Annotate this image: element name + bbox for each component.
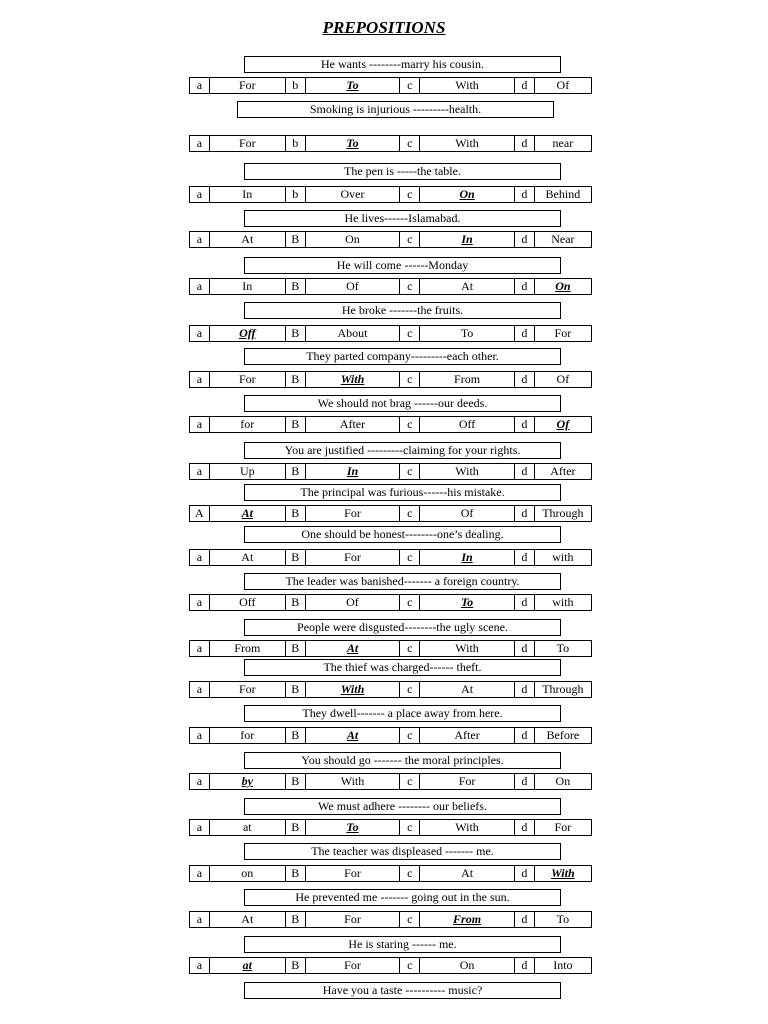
options-row xyxy=(189,371,592,388)
answer-option: For xyxy=(534,326,591,341)
options-row xyxy=(189,463,592,480)
option-letter: c xyxy=(399,187,419,202)
option-letter: a xyxy=(196,958,203,972)
options-row xyxy=(189,231,592,248)
options-row xyxy=(189,278,592,295)
correct-answer-option: With xyxy=(305,372,400,387)
option-letter: d xyxy=(514,682,534,697)
question-sentence: He prevented me ------- going out in the sun. xyxy=(244,889,561,906)
option-letter: c xyxy=(399,728,419,743)
option-letter: b xyxy=(285,187,305,202)
correct-answer-option: On xyxy=(419,187,514,202)
option-letter: B xyxy=(285,550,305,565)
option-letter: B xyxy=(285,682,305,697)
option-letter: c xyxy=(399,958,419,973)
correct-answer-option: To xyxy=(305,820,400,835)
answer-option: at xyxy=(209,820,285,835)
option-letter: B xyxy=(285,641,305,656)
option-letter: d xyxy=(514,728,534,743)
option-letter: d xyxy=(514,136,534,151)
options-row xyxy=(189,325,592,342)
question-sentence: The teacher was displeased ------- me. xyxy=(244,843,561,860)
answer-option: For xyxy=(209,682,285,697)
option-letter: a xyxy=(196,682,203,696)
options-row xyxy=(189,416,592,433)
answer-option: After xyxy=(305,417,400,432)
correct-answer-option: At xyxy=(209,506,285,521)
option-letter: a xyxy=(196,187,203,201)
answer-option: Into xyxy=(534,958,591,973)
option-letter: A xyxy=(195,506,204,520)
options-row xyxy=(189,135,592,152)
option-letter: B xyxy=(285,372,305,387)
options-row xyxy=(189,911,592,928)
question-sentence: The leader was banished------- a foreign country. xyxy=(244,573,561,590)
correct-answer-option: With xyxy=(305,682,400,697)
answer-option: At xyxy=(209,232,285,247)
option-letter: c xyxy=(399,866,419,881)
answer-option: for xyxy=(209,728,285,743)
options-row xyxy=(189,727,592,744)
question-sentence: The thief was charged------ theft. xyxy=(244,659,561,676)
question-sentence: Have you a taste ---------- music? xyxy=(244,982,561,999)
option-letter: c xyxy=(399,464,419,479)
option-letter: c xyxy=(399,774,419,789)
option-letter: a xyxy=(196,641,203,655)
option-letter: a xyxy=(196,866,203,880)
option-letter: c xyxy=(399,595,419,610)
option-letter: c xyxy=(399,417,419,432)
correct-answer-option: Off xyxy=(209,326,285,341)
answer-option: Of xyxy=(534,372,591,387)
option-letter: c xyxy=(399,641,419,656)
correct-answer-option: From xyxy=(419,912,514,927)
option-letter: B xyxy=(285,728,305,743)
option-letter: c xyxy=(399,506,419,521)
question-sentence: He will come ------Monday xyxy=(244,257,561,274)
question-sentence: The pen is -----the table. xyxy=(244,163,561,180)
option-letter: B xyxy=(285,595,305,610)
question-sentence: We should not brag ------our deeds. xyxy=(244,395,561,412)
answer-option: From xyxy=(209,641,285,656)
correct-answer-option: Of xyxy=(534,417,591,432)
option-letter: a xyxy=(196,232,203,246)
question-sentence: The principal was furious------his mistake. xyxy=(244,484,561,501)
answer-option: After xyxy=(534,464,591,479)
option-letter: B xyxy=(285,506,305,521)
options-row xyxy=(189,681,592,698)
answer-option: on xyxy=(209,866,285,881)
answer-option: To xyxy=(534,912,591,927)
option-letter: B xyxy=(285,279,305,294)
correct-answer-option: To xyxy=(305,78,400,93)
correct-answer-option: On xyxy=(534,279,591,294)
answer-option: Behind xyxy=(534,187,591,202)
answer-option: For xyxy=(305,506,400,521)
options-row xyxy=(189,819,592,836)
option-letter: B xyxy=(285,774,305,789)
option-letter: a xyxy=(196,728,203,742)
correct-answer-option: In xyxy=(419,232,514,247)
option-letter: a xyxy=(196,820,203,834)
answer-option: To xyxy=(419,326,514,341)
question-sentence: You are justified ---------claiming for your rights. xyxy=(244,442,561,459)
answer-option: Near xyxy=(534,232,591,247)
option-letter: a xyxy=(196,774,203,788)
option-letter: d xyxy=(514,820,534,835)
answer-option: Through xyxy=(534,506,591,521)
option-letter: c xyxy=(399,682,419,697)
option-letter: a xyxy=(196,417,203,431)
correct-answer-option: To xyxy=(305,136,400,151)
answer-option: With xyxy=(419,641,514,656)
options-row xyxy=(189,773,592,790)
option-letter: d xyxy=(514,550,534,565)
option-letter: a xyxy=(196,912,203,926)
question-sentence: Smoking is injurious ---------health. xyxy=(237,101,554,118)
option-letter: d xyxy=(514,187,534,202)
answer-option: At xyxy=(419,279,514,294)
option-letter: b xyxy=(285,78,305,93)
answer-option: Of xyxy=(305,595,400,610)
answer-option: For xyxy=(305,912,400,927)
answer-option: From xyxy=(419,372,514,387)
answer-option: With xyxy=(419,820,514,835)
option-letter: d xyxy=(514,78,534,93)
option-letter: d xyxy=(514,912,534,927)
answer-option: At xyxy=(209,912,285,927)
option-letter: a xyxy=(196,550,203,564)
answer-option: At xyxy=(419,682,514,697)
answer-option: with xyxy=(534,550,591,565)
question-sentence: They dwell------- a place away from here. xyxy=(244,705,561,722)
options-row xyxy=(189,640,592,657)
option-letter: c xyxy=(399,232,419,247)
options-row xyxy=(189,594,592,611)
option-letter: d xyxy=(514,866,534,881)
option-letter: c xyxy=(399,279,419,294)
option-letter: B xyxy=(285,464,305,479)
answer-option: In xyxy=(209,279,285,294)
option-letter: d xyxy=(514,326,534,341)
option-letter: B xyxy=(285,417,305,432)
option-letter: B xyxy=(285,232,305,247)
option-letter: c xyxy=(399,820,419,835)
question-sentence: One should be honest--------one’s dealing. xyxy=(244,526,561,543)
option-letter: B xyxy=(285,820,305,835)
option-letter: a xyxy=(196,326,203,340)
option-letter: a xyxy=(196,279,203,293)
option-letter: d xyxy=(514,506,534,521)
option-letter: a xyxy=(196,136,203,150)
answer-option: For xyxy=(209,136,285,151)
answer-option: near xyxy=(534,136,591,151)
option-letter: c xyxy=(399,550,419,565)
answer-option: Off xyxy=(419,417,514,432)
option-letter: c xyxy=(399,78,419,93)
answer-option: After xyxy=(419,728,514,743)
correct-answer-option: In xyxy=(305,464,400,479)
correct-answer-option: To xyxy=(419,595,514,610)
option-letter: d xyxy=(514,958,534,973)
option-letter: c xyxy=(399,326,419,341)
question-sentence: People were disgusted--------the ugly scene. xyxy=(244,619,561,636)
answer-option: Of xyxy=(534,78,591,93)
option-letter: B xyxy=(285,912,305,927)
option-letter: d xyxy=(514,372,534,387)
correct-answer-option: At xyxy=(305,641,400,656)
option-letter: d xyxy=(514,417,534,432)
answer-option: At xyxy=(419,866,514,881)
option-letter: d xyxy=(514,464,534,479)
option-letter: B xyxy=(285,866,305,881)
option-letter: d xyxy=(514,774,534,789)
correct-answer-option: at xyxy=(209,958,285,973)
answer-option: With xyxy=(419,464,514,479)
question-sentence: They parted company---------each other. xyxy=(244,348,561,365)
answer-option: Of xyxy=(419,506,514,521)
option-letter: B xyxy=(285,326,305,341)
option-letter: a xyxy=(196,595,203,609)
answer-option: On xyxy=(419,958,514,973)
page-title: PREPOSITIONS xyxy=(322,18,446,37)
question-sentence: He is staring ------ me. xyxy=(244,936,561,953)
answer-option: With xyxy=(419,136,514,151)
answer-option: About xyxy=(305,326,400,341)
answer-option: For xyxy=(419,774,514,789)
answer-option: Through xyxy=(534,682,591,697)
option-letter: a xyxy=(196,78,203,92)
correct-answer-option: With xyxy=(534,866,591,881)
question-sentence: We must adhere -------- our beliefs. xyxy=(244,798,561,815)
question-sentence: He lives------Islamabad. xyxy=(244,210,561,227)
answer-option: Off xyxy=(209,595,285,610)
answer-option: At xyxy=(209,550,285,565)
options-row xyxy=(189,505,592,522)
question-sentence: He broke -------the fruits. xyxy=(244,302,561,319)
answer-option: For xyxy=(209,78,285,93)
answer-option: Of xyxy=(305,279,400,294)
options-row xyxy=(189,865,592,882)
options-row xyxy=(189,957,592,974)
option-letter: a xyxy=(196,464,203,478)
option-letter: B xyxy=(285,958,305,973)
answer-option: For xyxy=(305,958,400,973)
option-letter: d xyxy=(514,279,534,294)
option-letter: c xyxy=(399,912,419,927)
option-letter: d xyxy=(514,641,534,656)
answer-option: Over xyxy=(305,187,400,202)
options-row xyxy=(189,549,592,566)
correct-answer-option: by xyxy=(209,774,285,789)
answer-option: With xyxy=(305,774,400,789)
answer-option: In xyxy=(209,187,285,202)
answer-option: with xyxy=(534,595,591,610)
option-letter: b xyxy=(285,136,305,151)
question-sentence: He wants --------marry his cousin. xyxy=(244,56,561,73)
answer-option: On xyxy=(534,774,591,789)
correct-answer-option: At xyxy=(305,728,400,743)
answer-option: Before xyxy=(534,728,591,743)
options-row xyxy=(189,77,592,94)
option-letter: d xyxy=(514,232,534,247)
answer-option: For xyxy=(534,820,591,835)
option-letter: c xyxy=(399,136,419,151)
answer-option: for xyxy=(209,417,285,432)
answer-option: On xyxy=(305,232,400,247)
answer-option: For xyxy=(305,866,400,881)
answer-option: Up xyxy=(209,464,285,479)
options-row xyxy=(189,186,592,203)
answer-option: For xyxy=(209,372,285,387)
option-letter: d xyxy=(514,595,534,610)
question-sentence: You should go ------- the moral principles. xyxy=(244,752,561,769)
answer-option: With xyxy=(419,78,514,93)
option-letter: c xyxy=(399,372,419,387)
answer-option: To xyxy=(534,641,591,656)
correct-answer-option: In xyxy=(419,550,514,565)
answer-option: For xyxy=(305,550,400,565)
option-letter: a xyxy=(196,372,203,386)
